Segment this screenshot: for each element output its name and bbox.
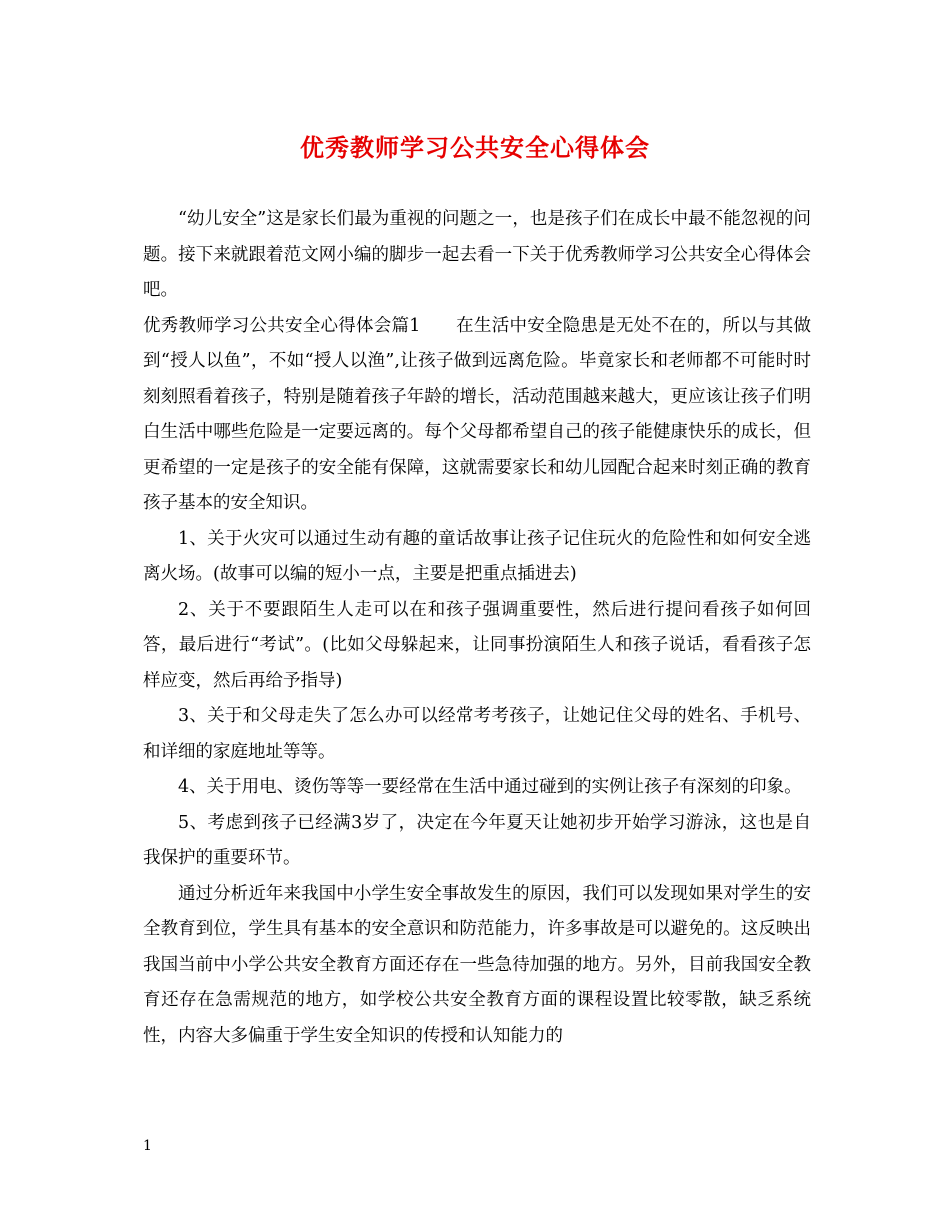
document-body xyxy=(143,202,811,1054)
document-title: 优秀教师学习公共安全心得体会 xyxy=(300,133,650,162)
list-item-swimming: 5、考虑到孩子已经满3岁了，决定在今年夏天让她初步开始学习游泳，这也是自我保护的重要环节。 xyxy=(143,812,811,868)
list-item-lost: 3、关于和父母走失了怎么办可以经常考考孩子，让她记住父母的姓名、手机号、和详细的家庭地址等等。 xyxy=(143,706,811,762)
page-number: 1 xyxy=(143,1138,152,1154)
intro-paragraph: “幼儿安全”这是家长们最为重视的问题之一，也是孩子们在成长中最不能忽视的问题。接下来就跟着范文网小编的脚步一起去看一下关于优秀教师学习公共安全心得体会吧。 xyxy=(143,209,811,300)
list-item-stranger: 2、关于不要跟陌生人走可以在和孩子强调重要性，然后进行提问看孩子如何回答，最后进行“考试”。(比如父母躲起来，让同事扮演陌生人和孩子说话，看看孩子怎样应变，然后再给予指导) xyxy=(143,599,811,691)
section-paragraph: 优秀教师学习公共安全心得体会篇1 在生活中安全隐患是无处不在的，所以与其做到“授人以鱼”，不如“授人以渔”,让孩子做到远离危险。毕竟家长和老师都不可能时时刻刻照看着孩子，特别是随着孩子年龄的增长，活动范围越来越大，更应该让孩子们明白生活中哪些危险是一定要远离的。每个父母都希望自己的孩子能健康快乐的成长，但更希望的一定是孩子的安全能有保障，这就需要家长和幼儿园配合起来时刻正确的教育孩子基本的安全知识。 xyxy=(143,315,811,513)
analysis-paragraph: 通过分析近年来我国中小学生安全事故发生的原因，我们可以发现如果对学生的安全教育到位，学生具有基本的安全意识和防范能力，许多事故是可以避免的。这反映出我国当前中小学公共安全教育方面还存在一些急待加强的地方。另外，目前我国安全教育还存在急需规范的地方，如学校公共安全教育方面的课程设置比较零散，缺乏系统性，内容大多偏重于学生安全知识的传授和认知能力的 xyxy=(143,883,811,1046)
list-item-electricity: 4、关于用电、烫伤等等一要经常在生活中通过碰到的实例让孩子有深刻的印象。 xyxy=(178,777,802,797)
list-item-fire: 1、关于火灾可以通过生动有趣的童话故事让孩子记住玩火的危险性和如何安全逃离火场。(故事可以编的短小一点，主要是把重点插进去) xyxy=(143,528,811,584)
